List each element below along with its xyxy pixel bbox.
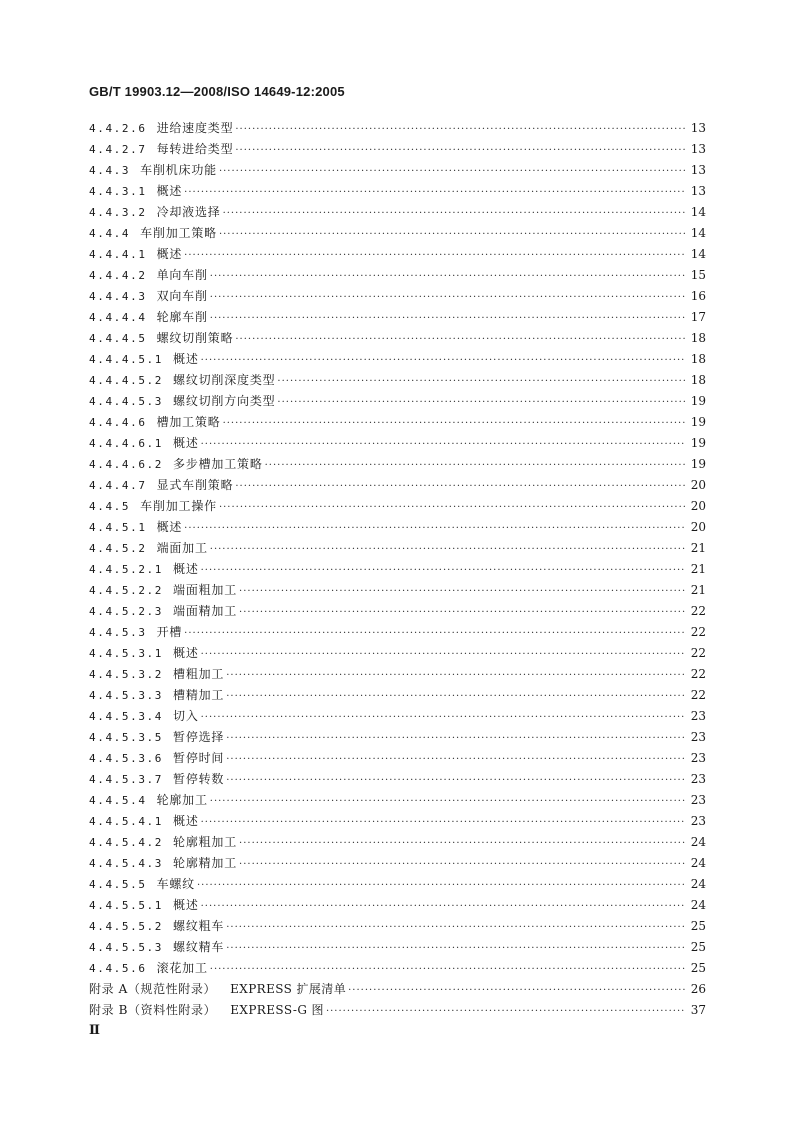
toc-entry-title: 显式车削策略 bbox=[156, 478, 234, 492]
toc-leader-dots bbox=[201, 707, 686, 728]
toc-entry-page: 20 bbox=[690, 478, 706, 492]
toc-entry-title: 概述 bbox=[156, 520, 183, 534]
toc-entry-title: 槽精加工 bbox=[173, 688, 225, 702]
toc-entry-page: 14 bbox=[690, 205, 706, 219]
toc-entry-number: 4.4.5.5 bbox=[89, 878, 147, 891]
toc-entry-title: 暂停转数 bbox=[173, 772, 225, 786]
toc-entry-number: 4.4.4.3 bbox=[89, 290, 147, 303]
toc-entry-number: 4.4.4.5 bbox=[89, 332, 147, 345]
toc-entry-title: 槽粗加工 bbox=[173, 667, 225, 681]
toc-entry-page: 24 bbox=[690, 877, 706, 891]
toc-entry[interactable] bbox=[89, 181, 706, 202]
toc-entry[interactable] bbox=[89, 496, 706, 517]
toc-entry-number: 4.4.4.6 bbox=[89, 416, 147, 429]
toc-entry-title: 暂停选择 bbox=[173, 730, 225, 744]
toc-entry[interactable] bbox=[89, 391, 706, 412]
toc-entry-number: 4.4.5.3.6 bbox=[89, 752, 164, 765]
toc-entry-title: 概述 bbox=[173, 352, 199, 366]
toc-entry-page: 19 bbox=[690, 394, 706, 408]
toc-leader-dots bbox=[277, 392, 686, 413]
toc-leader-dots bbox=[226, 938, 686, 959]
toc-entry-page: 22 bbox=[690, 625, 706, 639]
toc-leader-dots bbox=[239, 581, 686, 602]
toc-entry[interactable] bbox=[89, 916, 706, 937]
toc-entry[interactable] bbox=[89, 769, 706, 790]
toc-entry[interactable] bbox=[89, 517, 706, 538]
toc-entry-page: 23 bbox=[690, 751, 706, 765]
toc-entry[interactable] bbox=[89, 664, 706, 685]
toc-entry[interactable] bbox=[89, 811, 706, 832]
toc-entry-number: 4.4.2.6 bbox=[89, 122, 147, 135]
toc-entry-page: 13 bbox=[690, 121, 706, 135]
toc-entry-title: 概述 bbox=[156, 184, 183, 198]
toc-entry[interactable] bbox=[89, 790, 706, 811]
toc-entry-title: 车削加工策略 bbox=[140, 226, 217, 240]
toc-leader-dots bbox=[210, 959, 686, 980]
toc-entry-page: 23 bbox=[690, 814, 706, 828]
toc-entry-page: 18 bbox=[690, 373, 706, 387]
appendix-page: 26 bbox=[690, 982, 706, 996]
toc-leader-dots bbox=[219, 497, 686, 518]
toc-entry-number: 4.4.4 bbox=[89, 227, 131, 240]
toc-entry-page: 13 bbox=[690, 142, 706, 156]
toc-leader-dots bbox=[235, 119, 686, 140]
toc-entry-title: 冷却液选择 bbox=[156, 205, 221, 219]
toc-entry-page: 25 bbox=[690, 961, 706, 975]
toc-entry-title: 轮廓精加工 bbox=[173, 856, 238, 870]
toc-entry[interactable] bbox=[89, 937, 706, 958]
toc-entry[interactable] bbox=[89, 349, 706, 370]
toc-leader-dots bbox=[210, 791, 686, 812]
toc-entry-title: 螺纹精车 bbox=[173, 940, 225, 954]
toc-leader-dots bbox=[201, 350, 686, 371]
toc-entry[interactable] bbox=[89, 853, 706, 874]
toc-entry-page: 23 bbox=[690, 709, 706, 723]
toc-entry-page: 20 bbox=[690, 520, 706, 534]
toc-entry-page: 13 bbox=[690, 163, 706, 177]
toc-entry[interactable] bbox=[89, 748, 706, 769]
toc-entry[interactable] bbox=[89, 307, 706, 328]
toc-leader-dots bbox=[226, 770, 686, 791]
toc-entry[interactable] bbox=[89, 832, 706, 853]
page-header-standard-code: GB/T 19903.12—2008/ISO 14649-12:2005 bbox=[89, 84, 345, 99]
toc-entry-number: 4.4.4.6.2 bbox=[89, 458, 164, 471]
toc-entry-title: 单向车削 bbox=[156, 268, 208, 282]
toc-entry-number: 4.4.5.3.2 bbox=[89, 668, 164, 681]
appendix-label: 附录 A（规范性附录） bbox=[89, 982, 217, 996]
toc-entry-page: 22 bbox=[690, 688, 706, 702]
toc-entry-title: 概述 bbox=[156, 247, 183, 261]
page-number: Ⅱ bbox=[89, 1023, 100, 1038]
toc-entry-page: 19 bbox=[690, 415, 706, 429]
toc-entry-title: 轮廓车削 bbox=[156, 310, 208, 324]
toc-entry[interactable] bbox=[89, 202, 706, 223]
toc-entry-number: 4.4.5.4.2 bbox=[89, 836, 164, 849]
toc-leader-dots bbox=[219, 224, 686, 245]
toc-entry-title: 概述 bbox=[173, 436, 199, 450]
toc-entry-page: 25 bbox=[690, 940, 706, 954]
toc-entry-number: 4.4.5.6 bbox=[89, 962, 147, 975]
toc-entry-page: 21 bbox=[690, 562, 706, 576]
toc-entry-number: 4.4.5 bbox=[89, 500, 131, 513]
toc-entry-title: 端面精加工 bbox=[173, 604, 238, 618]
toc-entry-title: 车削加工操作 bbox=[140, 499, 217, 513]
toc-entry-page: 23 bbox=[690, 772, 706, 786]
toc-leader-dots bbox=[223, 203, 686, 224]
toc-entry-number: 4.4.4.5.1 bbox=[89, 353, 164, 366]
toc-entry-number: 4.4.4.5.2 bbox=[89, 374, 164, 387]
toc-entry-number: 4.4.5.3 bbox=[89, 626, 147, 639]
toc-leader-dots bbox=[235, 140, 686, 161]
toc-entry-title: 概述 bbox=[173, 646, 199, 660]
toc-entry-page: 22 bbox=[690, 667, 706, 681]
toc-entry-title: 多步槽加工策略 bbox=[173, 457, 263, 471]
toc-leader-dots bbox=[184, 245, 686, 266]
toc-entry-number: 4.4.5.3.7 bbox=[89, 773, 164, 786]
toc-entry[interactable] bbox=[89, 265, 706, 286]
toc-entry-page: 22 bbox=[690, 604, 706, 618]
toc-entry[interactable] bbox=[89, 370, 706, 391]
toc-entry-number: 4.4.4.7 bbox=[89, 479, 147, 492]
appendix-title: EXPRESS 扩展清单 bbox=[230, 982, 347, 996]
toc-entry-title: 轮廓加工 bbox=[156, 793, 208, 807]
toc-entry[interactable] bbox=[89, 580, 706, 601]
toc-leader-dots bbox=[197, 875, 686, 896]
toc-entry-number: 4.4.2.7 bbox=[89, 143, 147, 156]
toc-entry-page: 24 bbox=[690, 856, 706, 870]
toc-entry-title: 每转进给类型 bbox=[156, 142, 234, 156]
toc-entry-title: 槽加工策略 bbox=[156, 415, 221, 429]
toc-entry-title: 开槽 bbox=[156, 625, 183, 639]
toc-entry-page: 25 bbox=[690, 919, 706, 933]
toc-leader-dots bbox=[226, 728, 686, 749]
toc-entry-number: 4.4.5.2.3 bbox=[89, 605, 164, 618]
toc-entry-title: 端面加工 bbox=[156, 541, 208, 555]
toc-entry-page: 21 bbox=[690, 541, 706, 555]
toc-entry[interactable] bbox=[89, 412, 706, 433]
toc-leader-dots bbox=[210, 287, 686, 308]
toc-entry-title: 螺纹切削深度类型 bbox=[173, 373, 276, 387]
toc-leader-dots bbox=[239, 833, 686, 854]
toc-entry-number: 4.4.5.1 bbox=[89, 521, 147, 534]
toc-leader-dots bbox=[210, 308, 686, 329]
toc-entry[interactable] bbox=[89, 328, 706, 349]
toc-leader-dots bbox=[201, 812, 686, 833]
toc-entry-page: 18 bbox=[690, 331, 706, 345]
toc-leader-dots bbox=[235, 476, 686, 497]
toc-appendix-b[interactable] bbox=[89, 1000, 706, 1021]
toc-leader-dots bbox=[348, 980, 686, 1001]
toc-entry[interactable] bbox=[89, 118, 706, 139]
toc-entry-title: 概述 bbox=[173, 562, 199, 576]
toc-entry-title: 进给速度类型 bbox=[156, 121, 234, 135]
toc-entry[interactable] bbox=[89, 244, 706, 265]
toc-leader-dots bbox=[184, 518, 686, 539]
toc-leader-dots bbox=[226, 917, 686, 938]
toc-entry-number: 4.4.5.5.1 bbox=[89, 899, 164, 912]
toc-entry-page: 16 bbox=[690, 289, 706, 303]
toc-entry-page: 19 bbox=[690, 436, 706, 450]
toc-appendix-a[interactable] bbox=[89, 979, 706, 1000]
toc-entry-title: 螺纹切削方向类型 bbox=[173, 394, 276, 408]
toc-entry[interactable] bbox=[89, 223, 706, 244]
toc-leader-dots bbox=[223, 413, 686, 434]
toc-entry-number: 4.4.5.5.3 bbox=[89, 941, 164, 954]
toc-leader-dots bbox=[201, 560, 686, 581]
toc-entry-page: 18 bbox=[690, 352, 706, 366]
toc-entry-title: 端面粗加工 bbox=[173, 583, 238, 597]
toc-leader-dots bbox=[226, 665, 686, 686]
toc-entry[interactable] bbox=[89, 139, 706, 160]
toc-entry[interactable] bbox=[89, 622, 706, 643]
toc-entry-title: 车螺纹 bbox=[156, 877, 195, 891]
toc-entry-number: 4.4.4.4 bbox=[89, 311, 147, 324]
toc-leader-dots bbox=[210, 539, 686, 560]
toc-entry[interactable] bbox=[89, 559, 706, 580]
toc-entry[interactable] bbox=[89, 685, 706, 706]
toc-entry-page: 21 bbox=[690, 583, 706, 597]
toc-entry[interactable] bbox=[89, 538, 706, 559]
toc-entry-title: 滚花加工 bbox=[156, 961, 208, 975]
toc-entry-number: 4.4.5.4.3 bbox=[89, 857, 164, 870]
toc-leader-dots bbox=[201, 896, 686, 917]
toc-entry-number: 4.4.4.5.3 bbox=[89, 395, 164, 408]
toc-leader-dots bbox=[226, 686, 686, 707]
toc-entry-number: 4.4.3.1 bbox=[89, 185, 147, 198]
appendix-label: 附录 B（资料性附录） bbox=[89, 1003, 217, 1017]
toc-entry[interactable] bbox=[89, 475, 706, 496]
appendix-title: EXPRESS-G 图 bbox=[230, 1003, 324, 1017]
toc-entry-page: 22 bbox=[690, 646, 706, 660]
toc-leader-dots bbox=[277, 371, 686, 392]
toc-entry-title: 车削机床功能 bbox=[140, 163, 217, 177]
toc-entry-page: 24 bbox=[690, 835, 706, 849]
toc-entry-number: 4.4.4.6.1 bbox=[89, 437, 164, 450]
toc-entry[interactable] bbox=[89, 286, 706, 307]
toc-entry[interactable] bbox=[89, 958, 706, 979]
toc-leader-dots bbox=[210, 266, 686, 287]
appendix-page: 37 bbox=[690, 1003, 706, 1017]
toc-leader-dots bbox=[239, 854, 686, 875]
toc-entry-page: 23 bbox=[690, 793, 706, 807]
toc-entry-title: 螺纹粗车 bbox=[173, 919, 225, 933]
toc-entry-number: 4.4.4.2 bbox=[89, 269, 147, 282]
toc-entry[interactable] bbox=[89, 433, 706, 454]
toc-leader-dots bbox=[184, 623, 686, 644]
toc-entry-number: 4.4.5.2.1 bbox=[89, 563, 164, 576]
toc-leader-dots bbox=[219, 161, 686, 182]
toc-entry-page: 20 bbox=[690, 499, 706, 513]
toc-entry-number: 4.4.3 bbox=[89, 164, 131, 177]
toc-entry[interactable] bbox=[89, 706, 706, 727]
toc-entry-page: 14 bbox=[690, 226, 706, 240]
toc-entry-number: 4.4.5.2.2 bbox=[89, 584, 164, 597]
toc-leader-dots bbox=[201, 644, 686, 665]
toc-entry-number: 4.4.5.3.3 bbox=[89, 689, 164, 702]
toc-entry-number: 4.4.5.5.2 bbox=[89, 920, 164, 933]
toc-leader-dots bbox=[239, 602, 686, 623]
toc-entry-page: 19 bbox=[690, 457, 706, 471]
toc-entry-page: 15 bbox=[690, 268, 706, 282]
toc-entry-number: 4.4.5.2 bbox=[89, 542, 147, 555]
toc-entry[interactable] bbox=[89, 601, 706, 622]
toc-entry-number: 4.4.4.1 bbox=[89, 248, 147, 261]
toc-entry-page: 14 bbox=[690, 247, 706, 261]
toc-entry[interactable] bbox=[89, 454, 706, 475]
toc-entry-title: 概述 bbox=[173, 814, 199, 828]
toc-entry-page: 23 bbox=[690, 730, 706, 744]
toc-entry-number: 4.4.5.3.1 bbox=[89, 647, 164, 660]
toc-entry-number: 4.4.3.2 bbox=[89, 206, 147, 219]
toc-entry[interactable] bbox=[89, 874, 706, 895]
toc-entry-title: 切入 bbox=[173, 709, 199, 723]
toc-entry-page: 24 bbox=[690, 898, 706, 912]
toc-leader-dots bbox=[184, 182, 686, 203]
toc-leader-dots bbox=[326, 1001, 686, 1022]
toc-entry[interactable] bbox=[89, 895, 706, 916]
toc-leader-dots bbox=[226, 749, 686, 770]
toc-entry-title: 轮廓粗加工 bbox=[173, 835, 238, 849]
toc-entry-number: 4.4.5.3.4 bbox=[89, 710, 164, 723]
toc-entry-title: 螺纹切削策略 bbox=[156, 331, 234, 345]
toc-entry-page: 13 bbox=[690, 184, 706, 198]
toc-leader-dots bbox=[235, 329, 686, 350]
toc-entry-title: 双向车削 bbox=[156, 289, 208, 303]
toc-entry[interactable] bbox=[89, 727, 706, 748]
toc-entry[interactable] bbox=[89, 643, 706, 664]
table-of-contents bbox=[89, 118, 706, 1021]
toc-entry-title: 概述 bbox=[173, 898, 199, 912]
toc-entry-number: 4.4.5.4 bbox=[89, 794, 147, 807]
toc-entry[interactable] bbox=[89, 160, 706, 181]
toc-entry-page: 17 bbox=[690, 310, 706, 324]
toc-leader-dots bbox=[201, 434, 686, 455]
toc-entry-number: 4.4.5.3.5 bbox=[89, 731, 164, 744]
toc-entry-title: 暂停时间 bbox=[173, 751, 225, 765]
toc-entry-number: 4.4.5.4.1 bbox=[89, 815, 164, 828]
toc-leader-dots bbox=[265, 455, 686, 476]
